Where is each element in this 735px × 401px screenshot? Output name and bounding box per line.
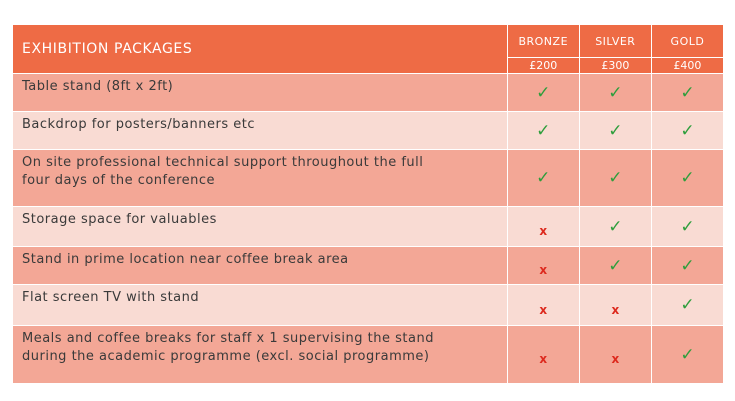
check-icon: ✓ [536,168,551,188]
check-icon: ✓ [536,120,551,141]
package-price-gold: £400 [651,58,723,74]
header-row [13,25,724,58]
feature-label-line: during the academic programme (excl. social programme) [22,349,430,364]
silver-cell [579,112,651,150]
table-row [13,112,724,150]
check-icon: ✓ [608,82,623,103]
check-icon: ✓ [680,255,695,276]
check-icon: ✓ [680,120,695,141]
gold-cell [651,247,723,285]
check-icon: ✓ [608,120,623,141]
check-icon: ✓ [536,82,551,103]
bronze-cell [507,326,579,384]
table-row [13,247,724,285]
gold-cell [651,326,723,384]
gold-cell [651,112,723,150]
bronze-cell [507,74,579,112]
package-price-bronze: £200 [507,58,579,74]
silver-cell [579,207,651,247]
package-name-bronze: BRONZE [507,25,579,58]
feature-label-line: Meals and coffee breaks for staff x 1 supervising the stand [22,331,434,346]
gold-cell [651,285,723,326]
table-row [13,150,724,207]
package-name-silver: SILVER [579,25,651,58]
packages-table [12,24,724,384]
silver-cell [579,247,651,285]
package-price-silver: £300 [579,58,651,74]
feature-label: Stand in prime location near coffee break area [13,247,508,285]
feature-label-line: four days of the conference [22,173,216,188]
feature-label: Flat screen TV with stand [13,285,508,326]
cross-icon: x [539,263,548,277]
check-icon: ✓ [680,344,695,365]
feature-label [13,326,508,384]
check-icon: ✓ [680,168,695,188]
feature-label-line: On site professional technical support throughout the full [22,155,424,170]
table-row [13,326,724,384]
bronze-cell [507,150,579,207]
cross-icon: x [611,302,620,317]
check-icon: ✓ [608,216,623,237]
bronze-cell [507,112,579,150]
table-row [13,74,724,112]
table-row [13,285,724,326]
silver-cell [579,326,651,384]
gold-cell [651,207,723,247]
cross-icon: x [539,352,548,366]
check-icon: ✓ [680,216,695,237]
table-title: EXHIBITION PACKAGES [13,25,508,74]
feature-label: Storage space for valuables [13,207,508,247]
silver-cell [579,150,651,207]
gold-cell [651,150,723,207]
table-row [13,207,724,247]
cross-icon: x [611,352,620,366]
bronze-cell [507,207,579,247]
check-icon: ✓ [680,295,695,315]
package-name-gold: GOLD [651,25,723,58]
silver-cell [579,285,651,326]
check-icon: ✓ [608,168,623,188]
gold-cell [651,74,723,112]
silver-cell [579,74,651,112]
feature-label: Table stand (8ft x 2ft) [13,74,508,112]
check-icon: ✓ [608,255,623,276]
bronze-cell [507,247,579,285]
bronze-cell [507,285,579,326]
cross-icon: x [539,224,548,238]
check-icon: ✓ [680,82,695,103]
cross-icon: x [539,302,548,317]
feature-label: Backdrop for posters/banners etc [13,112,508,150]
feature-label [13,150,508,207]
